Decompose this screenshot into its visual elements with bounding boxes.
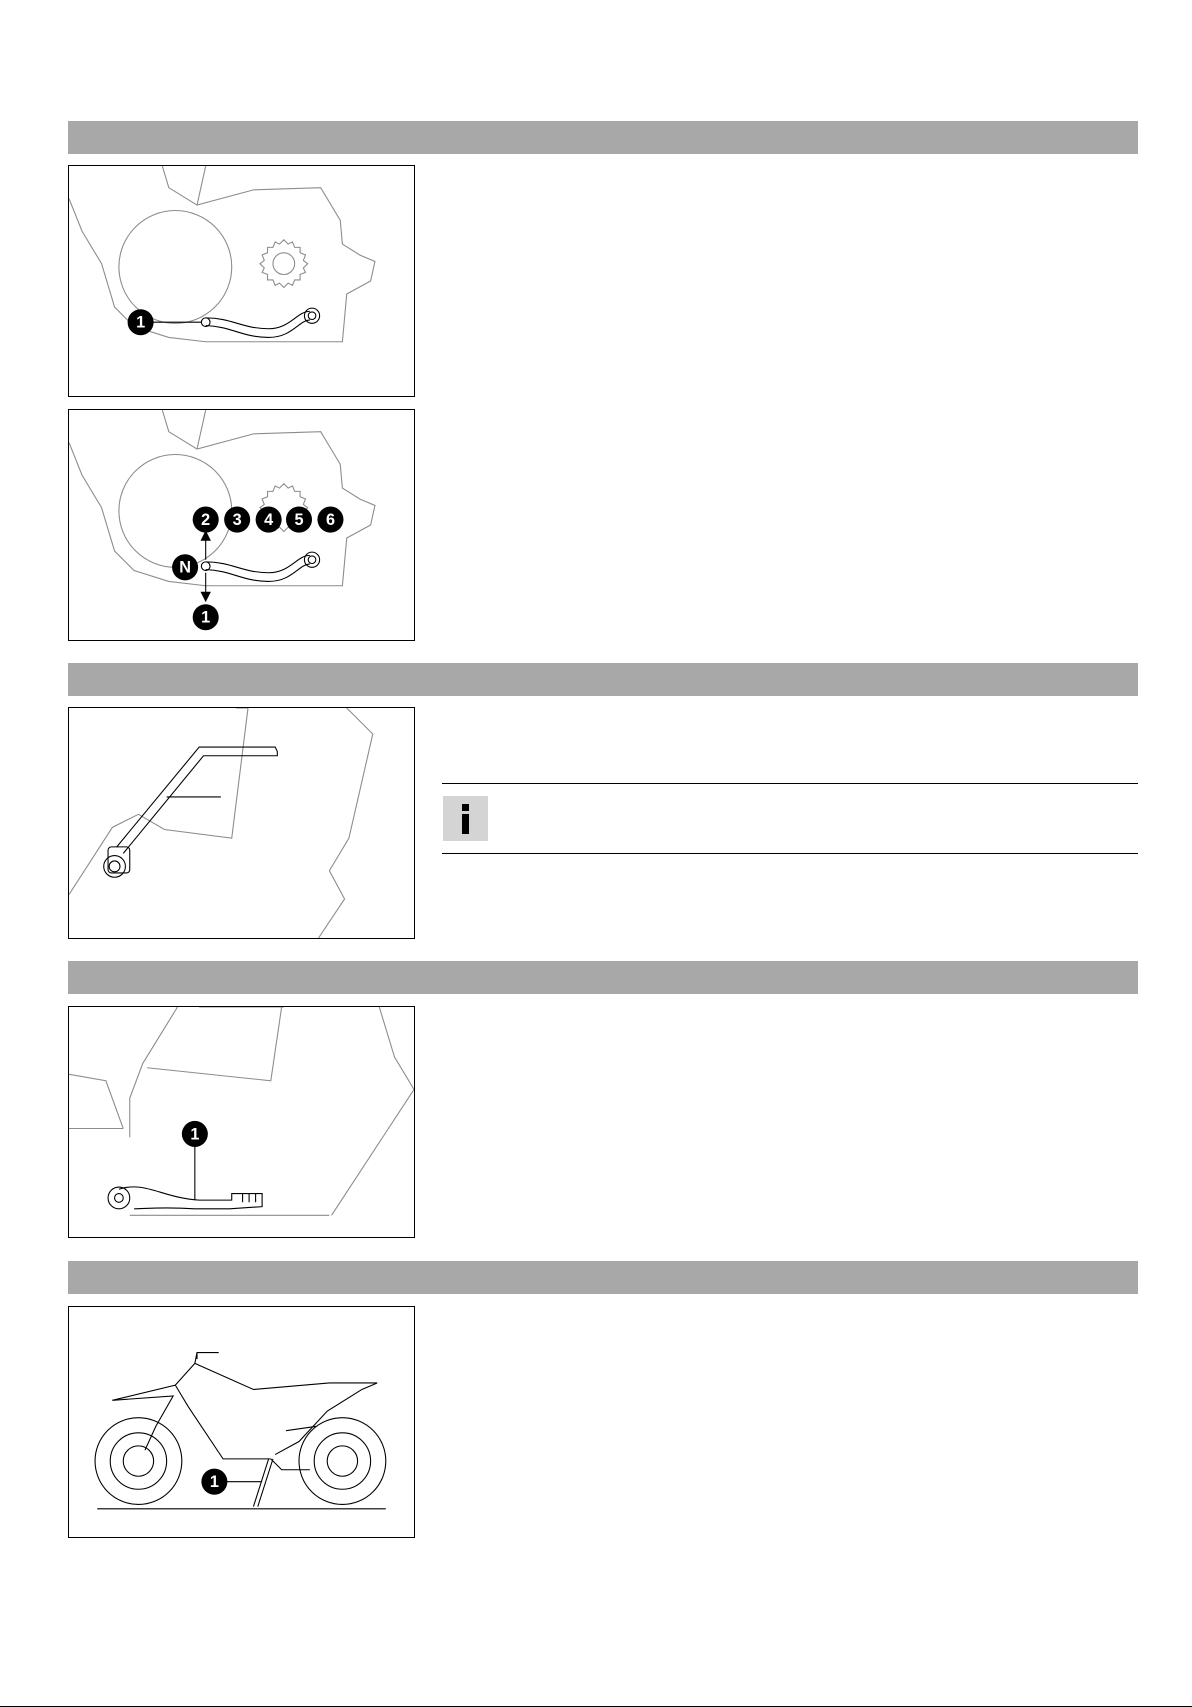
gear-badge-2 <box>193 507 219 533</box>
callout-1-label: 1 <box>136 313 146 332</box>
kick-starter-drawing <box>69 708 414 938</box>
section-header-bar-1 <box>68 121 1138 154</box>
foot-brake-lever-figure <box>68 1006 415 1238</box>
gear-label-3: 3 <box>232 511 242 529</box>
foot-brake-lever-drawing <box>69 1007 414 1237</box>
gear-label-1: 1 <box>201 608 211 627</box>
section-header-bar-3 <box>68 961 1138 994</box>
callout-1-label: 1 <box>190 1125 200 1144</box>
gear-badge-3 <box>224 507 250 533</box>
section-header-bar-4 <box>68 1261 1138 1294</box>
callout-1-label: 1 <box>209 1473 219 1492</box>
gear-badge-6 <box>317 507 343 533</box>
side-stand-drawing <box>69 1307 414 1537</box>
side-stand-figure <box>68 1306 415 1538</box>
info-box-top-rule <box>442 783 1138 784</box>
gear-label-6: 6 <box>325 511 335 529</box>
gear-shift-pattern-drawing <box>69 410 414 640</box>
callout-1-badge <box>182 1121 208 1147</box>
gear-label-5: 5 <box>294 511 304 529</box>
gear-badge-1 <box>193 604 219 630</box>
gear-shift-lever-figure <box>68 165 415 397</box>
gear-badge-4 <box>256 507 282 533</box>
kick-starter-figure <box>68 707 415 939</box>
gear-badge-neutral <box>172 554 198 580</box>
gear-label-4: 4 <box>264 511 274 529</box>
callout-1-badge <box>128 309 154 335</box>
section-header-bar-2 <box>68 663 1138 696</box>
gear-shift-pattern-figure <box>68 409 415 641</box>
callout-1-badge <box>201 1469 227 1495</box>
gear-shift-lever-drawing <box>69 166 414 396</box>
gear-badge-5 <box>286 507 312 533</box>
gear-label-neutral: N <box>179 558 191 577</box>
gear-label-2: 2 <box>201 511 211 529</box>
info-box-bottom-rule <box>442 853 1138 854</box>
info-icon <box>443 796 488 841</box>
